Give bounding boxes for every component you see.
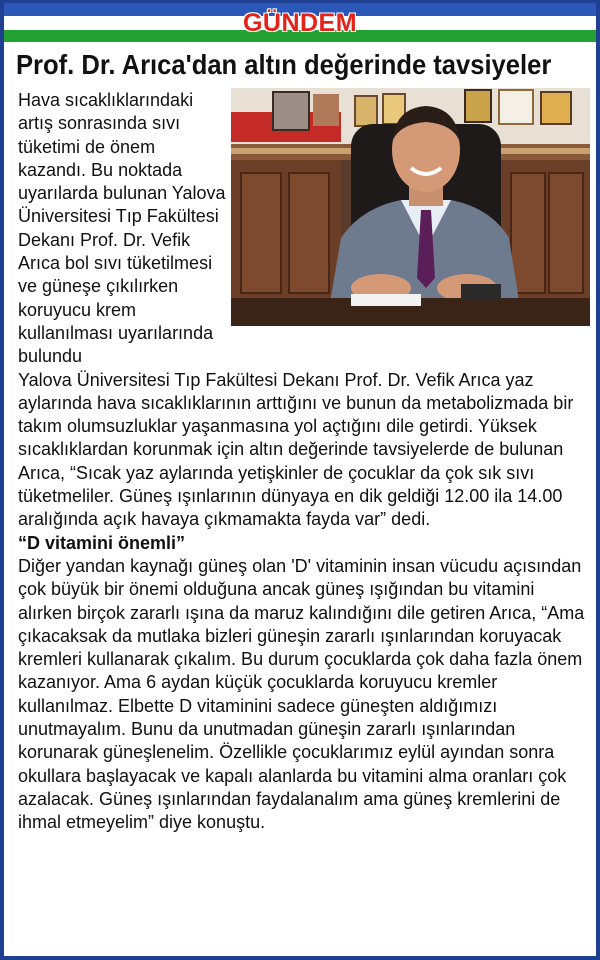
section-title [4,8,596,38]
paragraph-1: Yalova Üniversitesi Tıp Fakültesi Dekanı Prof. Dr. Vefik Arıca yaz aylarında hava sıcaklıklarının arttığını ve bunun da metabolizmada bir takım olumsuzluklar yaşanmasına yol açtığını dile getirdi. Yüksek sıcaklıklardan korunmak için altın değerinde tavsiyelerde de bulunan Arıca, “Sıcak yaz aylarında yetişkinler de çocuklar da çok sık sıvı tüketmeliler. Güneş ışınlarının dünyaya en dik geldiği 12.00 ila 14.00 aralığında açık havaya çıkmamakta fayda var” dedi. [18,369,574,530]
article-main [18,369,593,835]
lead-paragraph: Hava sıcaklıklarındaki artış sonrasında sıvı tüketimi de önem kazandı. Bu noktada uyarılarda bulunan Yalova Üniversitesi Tıp Fakültesi Dekanı Prof. Dr. Vefik Arıca bol sıvı tüketilmesi ve güneşe çıkılırken koruyucu krem kullanılması uyarılarında bulundu [18,90,226,367]
subheading: “D vitamini önemli” [18,532,186,553]
section-title-text: GÜNDEM [242,9,358,37]
article-body [18,89,593,835]
article-headline: Prof. Dr. Arıca'dan altın değerinde tavsiyeler [16,49,552,80]
paragraph-2: Diğer yandan kaynağı güneş olan 'D' vitaminin insan vücudu açısından çok büyük bir önemi olduğuna ancak güneş ışığından bu vitamini alırken birçok zararlı ışına da maruz kalındığını dile getiren Arıca, “Ama çıkacaksak da mutlaka bizleri güneşin zararlı ışınlarından koruyacak kremleri kullanarak çıkalım. Bu durum çocuklarda çok daha fazla önem kazanıyor. Ama 6 aydan küçük çocuklarda koruyucu kremler kullanılmaz. Elbette D vitaminini sadece güneşten aldığımızı unutmayalım. Bunu da unutmadan güneşin zararlı ışınlarından korunarak güneşlenelim. Özellikle çocuklarımız eylül ayından sonra okullara başlayacak ve kapalı alanlarda bu vitamini alma oranları çok azalacak. Güneş ışınlarından faydalanalım ama güneş kremlerini de ihmal etmeyelim” diye konuştu. [18,555,585,833]
article-lead [18,89,228,369]
